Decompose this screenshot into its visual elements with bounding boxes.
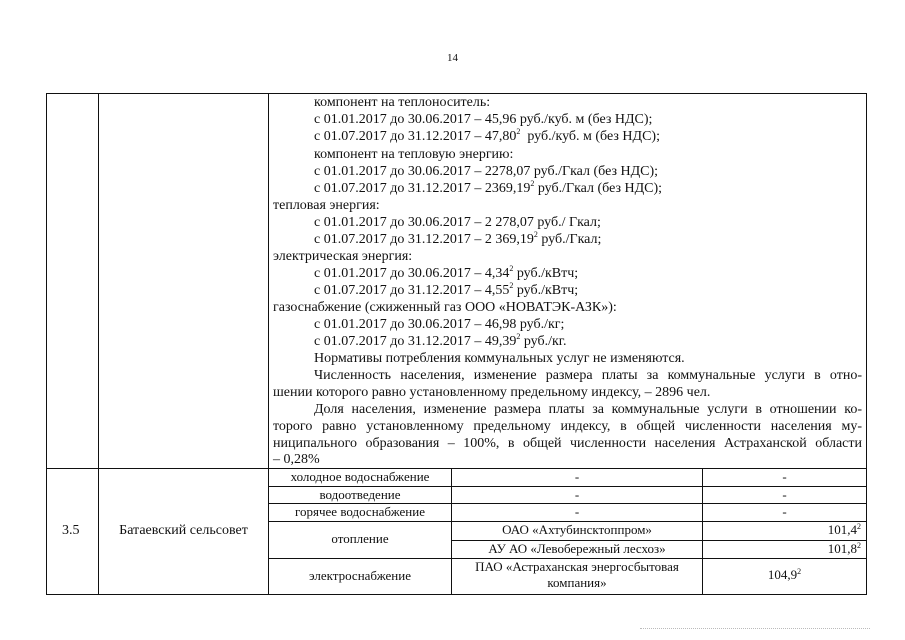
index-cell: - [782, 487, 787, 502]
tariff-line: с 01.07.2017 до 31.12.2017 – 2 369,19$^2$ руб./Гкал; [314, 230, 602, 247]
tariff-line: с 01.07.2017 до 31.12.2017 – 49,39$^2$ руб./кг. [314, 332, 567, 349]
index-cell: - [782, 469, 787, 484]
population-paragraph: шении которого равно установленному предельному индексу, – 2896 чел. [273, 385, 711, 400]
municipality-name: Батаевский сельсовет [119, 523, 248, 538]
org-cell: АУ АО «Левобережный лесхоз» [488, 541, 666, 556]
tariff-heading: электрическая энергия: [273, 249, 413, 264]
service-electricity: электроснабжение [309, 568, 411, 583]
org-cell: компания» [547, 575, 607, 590]
share-paragraph: Доля населения, изменение размера платы за коммунальные услуги в отношении ко- [314, 402, 862, 417]
tariff-line: компонент на теплоноситель: [314, 95, 491, 110]
tariff-line: с 01.01.2017 до 30.06.2017 – 4,34$^2$ руб./кВтч; [314, 264, 579, 281]
share-paragraph: торого равно установленному предельному индексу, в общей численности населения му- [273, 419, 862, 434]
scan-artifact [640, 628, 870, 629]
org-cell: ОАО «Ахтубинсктоппром» [502, 522, 652, 537]
tariff-line: с 01.07.2017 до 31.12.2017 – 4,55$^2$ руб./кВтч; [314, 281, 579, 298]
org-cell: - [574, 504, 580, 519]
entry-number: 3.5 [62, 523, 80, 538]
service-heating: отопление [331, 531, 389, 546]
tariff-line: с 01.01.2017 до 30.06.2017 – 2 278,07 руб./ Гкал; [314, 215, 601, 230]
population-paragraph: Численность населения, изменение размера платы за коммунальные услуги в отно- [314, 368, 862, 383]
index-cell: 101,4$^2$ [827, 522, 861, 537]
service-hot-water: горячее водоснабжение [295, 504, 425, 519]
index-cell: 101,8$^2$ [827, 541, 861, 556]
service-cold-water: холодное водоснабжение [290, 469, 430, 484]
service-sewerage: водоотведение [319, 487, 401, 502]
tariff-line: с 01.01.2017 до 30.06.2017 – 45,96 руб./куб. м (без НДС); [314, 112, 653, 127]
org-cell: ПАО «Астраханская энергосбытовая [475, 559, 679, 574]
norms-note: Нормативы потребления коммунальных услуг не изменяются. [314, 351, 685, 366]
tariff-line: с 01.07.2017 до 31.12.2017 – 2369,19$^2$ руб./Гкал (без НДС); [314, 179, 663, 196]
tariff-line: с 01.01.2017 до 30.06.2017 – 2278,07 руб./Гкал (без НДС); [314, 164, 659, 179]
index-cell: - [782, 504, 787, 519]
share-paragraph: ниципального образования – 100%, в общей численности населения Астраханской области [273, 436, 862, 451]
index-cell: 104,9$^2$ [767, 567, 802, 582]
tariff-line: с 01.07.2017 до 31.12.2017 – 47,80$^2$ руб./куб. м (без НДС); [314, 127, 660, 144]
tariff-line: с 01.01.2017 до 30.06.2017 – 46,98 руб./кг; [314, 317, 565, 332]
tariff-heading: тепловая энергия: [273, 198, 380, 213]
share-paragraph: – 0,28% [273, 452, 320, 467]
org-cell: - [574, 469, 580, 484]
tariff-line: компонент на тепловую энергию: [314, 147, 514, 162]
page-number: 14 [447, 52, 458, 64]
tariff-heading: газоснабжение (сжиженный газ ООО «НОВАТЭК-АЗК»): [273, 300, 617, 315]
org-cell: - [574, 487, 580, 502]
